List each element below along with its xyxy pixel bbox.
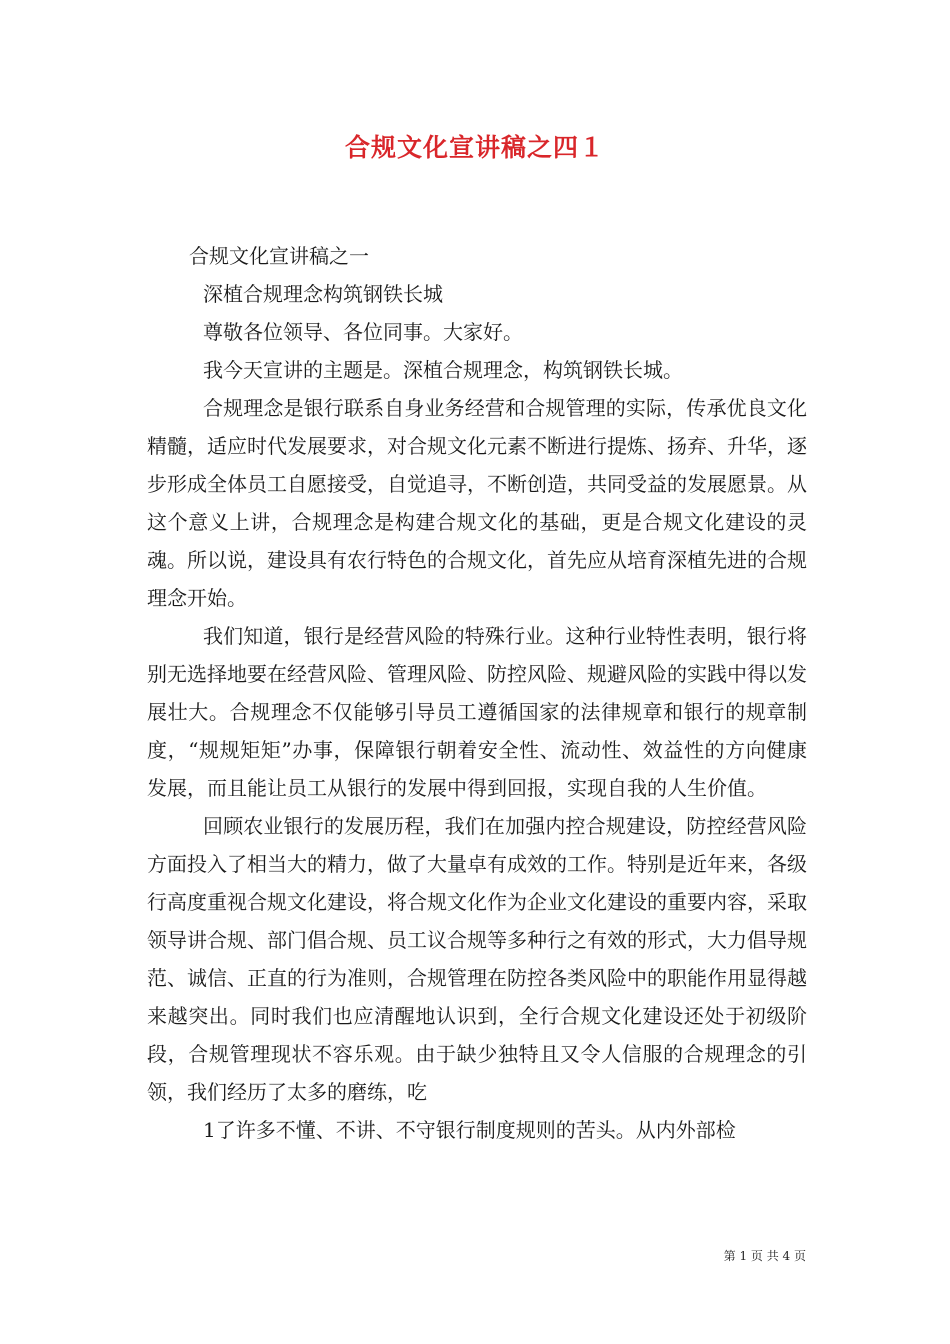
paragraph-subtitle: 深植合规理念构筑钢铁长城 (203, 282, 443, 306)
paragraph: 回顾农业银行的发展历程，我们在加强内控合规建设，防控经营风险方面投入了相当大的精力，做了大量卓有成效的工作。特别是近年来，各级行高度重视合规文化建设，将合规文化作为企业文化建设的重要内容，采取领导讲合规、部门倡合规、员工议合规等多种行之有效的形式，大力倡导规范、诚信、正直的行为准则，合规管理在防控各类风险中的职能作用显得越来越突出。同时我们也应清醒地认识到，全行合规文化建设还处于初级阶段，合规管理现状不容乐观。由于缺少独特且又令人信服的合规理念的引领，我们经历了太多的磨练，吃 (147, 814, 807, 1104)
document-title: 合规文化宣讲稿之四１ (344, 133, 605, 162)
paragraph: 合规理念是银行联系自身业务经营和合规管理的实际，传承优良文化精髓，适应时代发展要求，对合规文化元素不断进行提炼、扬弃、升华，逐步形成全体员工自愿接受，自觉追寻，不断创造，共同受益的发展愿景。从这个意义上讲，合规理念是构建合规文化的基础，更是合规文化建设的灵魂。所以说，建设具有农行特色的合规文化，首先应从培育深植先进的合规理念开始。 (147, 396, 807, 610)
page-number-footer: 第 1 页 共 4 页 (723, 1249, 806, 1263)
paragraph-heading: 合规文化宣讲稿之一 (189, 244, 369, 268)
paragraph: 我们知道，银行是经营风险的特殊行业。这种行业特性表明，银行将别无选择地要在经营风险、管理风险、防控风险、规避风险的实践中得以发展壮大。合规理念不仅能够引导员工遵循国家的法律规章和银行的规章制度，“规规矩矩”办事，保障银行朝着安全性、流动性、效益性的方向健康发展，而且能让员工从银行的发展中得到回报，实现自我的人生价值。 (147, 624, 807, 800)
document-body (147, 237, 807, 1149)
paragraph-theme: 我今天宣讲的主题是。深植合规理念，构筑钢铁长城。 (203, 358, 683, 382)
paragraph-greeting: 尊敬各位领导、各位同事。大家好。 (203, 320, 523, 344)
paragraph: 1了许多不懂、不讲、不守银行制度规则的苦头。从内外部检 (203, 1118, 736, 1142)
